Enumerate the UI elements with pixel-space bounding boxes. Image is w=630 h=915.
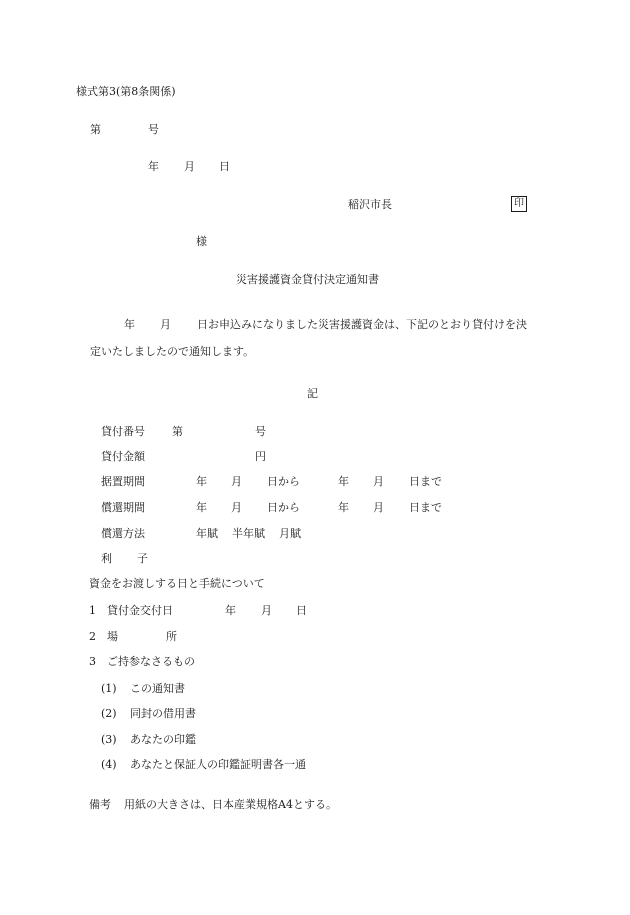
repay-until: 日まで	[409, 501, 442, 514]
subitem-2-text: 同封の借用書	[130, 707, 196, 720]
ki-marker: 記	[307, 387, 318, 400]
loan-amount-unit: 円	[255, 450, 266, 463]
body-year: 年	[124, 318, 135, 331]
loan-number-label: 貸付番号	[101, 425, 145, 438]
repay-month-1: 月	[231, 501, 242, 514]
loan-number-prefix: 第	[172, 425, 183, 438]
repay-year-2: 年	[338, 501, 349, 514]
repay-month-2: 月	[373, 501, 384, 514]
body-line2: 定いたしましたので通知します。	[90, 345, 255, 358]
item3-number: 3	[89, 655, 96, 668]
number-suffix: 号	[148, 123, 159, 136]
loan-number-suffix: 号	[255, 425, 266, 438]
body-month: 月	[160, 318, 171, 331]
item1-label: 貸付金交付日	[107, 604, 173, 617]
subitem-4-text: あなたと保証人の印鑑証明書各一通	[130, 758, 306, 771]
grace-year-2: 年	[338, 475, 349, 488]
grace-month-2: 月	[373, 475, 384, 488]
repay-year-1: 年	[196, 501, 207, 514]
grace-period-label: 据置期間	[101, 475, 145, 488]
repayment-method-label: 償還方法	[101, 527, 145, 540]
item1-number: 1	[89, 604, 96, 617]
issuer-name: 稲沢市長	[348, 198, 392, 211]
remarks-label: 備考	[89, 798, 111, 811]
remarks-text: 用紙の大きさは、日本産業規格A4とする。	[124, 798, 337, 811]
date-month: 月	[184, 160, 195, 173]
number-prefix: 第	[90, 123, 101, 136]
interest-label-b: 子	[137, 552, 148, 565]
interest-label-a: 利	[101, 552, 112, 565]
item2-label-b: 所	[166, 630, 177, 643]
procedure-heading: 資金をお渡しする日と手続について	[89, 577, 265, 590]
item3-label: ご持参なさるもの	[107, 655, 195, 668]
seal-mark: 印	[511, 196, 527, 212]
repay-from: 日から	[267, 501, 300, 514]
subitem-4-number: (4)	[101, 758, 117, 771]
item1-day: 日	[296, 604, 307, 617]
addressee-honorific: 様	[196, 235, 207, 248]
subitem-2-number: (2)	[101, 707, 117, 720]
subitem-1-text: この通知書	[130, 682, 185, 695]
subitem-3-number: (3)	[101, 733, 117, 746]
grace-month-1: 月	[231, 475, 242, 488]
method-semiannual: 半年賦	[232, 527, 265, 540]
body-line1: 日お申込みになりました災害援護資金は、下記のとおり貸付けを決	[197, 318, 527, 331]
loan-amount-label: 貸付金額	[101, 450, 145, 463]
date-day: 日	[219, 160, 230, 173]
repayment-period-label: 償還期間	[101, 501, 145, 514]
subitem-1-number: (1)	[101, 682, 117, 695]
method-monthly: 月賦	[279, 527, 301, 540]
item1-year: 年	[225, 604, 236, 617]
subitem-3-text: あなたの印鑑	[130, 733, 196, 746]
grace-until: 日まで	[409, 475, 442, 488]
grace-year-1: 年	[196, 475, 207, 488]
item2-number: 2	[89, 630, 96, 643]
method-annual: 年賦	[196, 527, 218, 540]
item1-month: 月	[261, 604, 272, 617]
grace-from: 日から	[267, 475, 300, 488]
document-title: 災害援護資金貸付決定通知書	[236, 273, 379, 286]
date-year: 年	[148, 160, 159, 173]
item2-label-a: 場	[107, 630, 118, 643]
form-header: 様式第3(第8条関係)	[76, 85, 176, 98]
